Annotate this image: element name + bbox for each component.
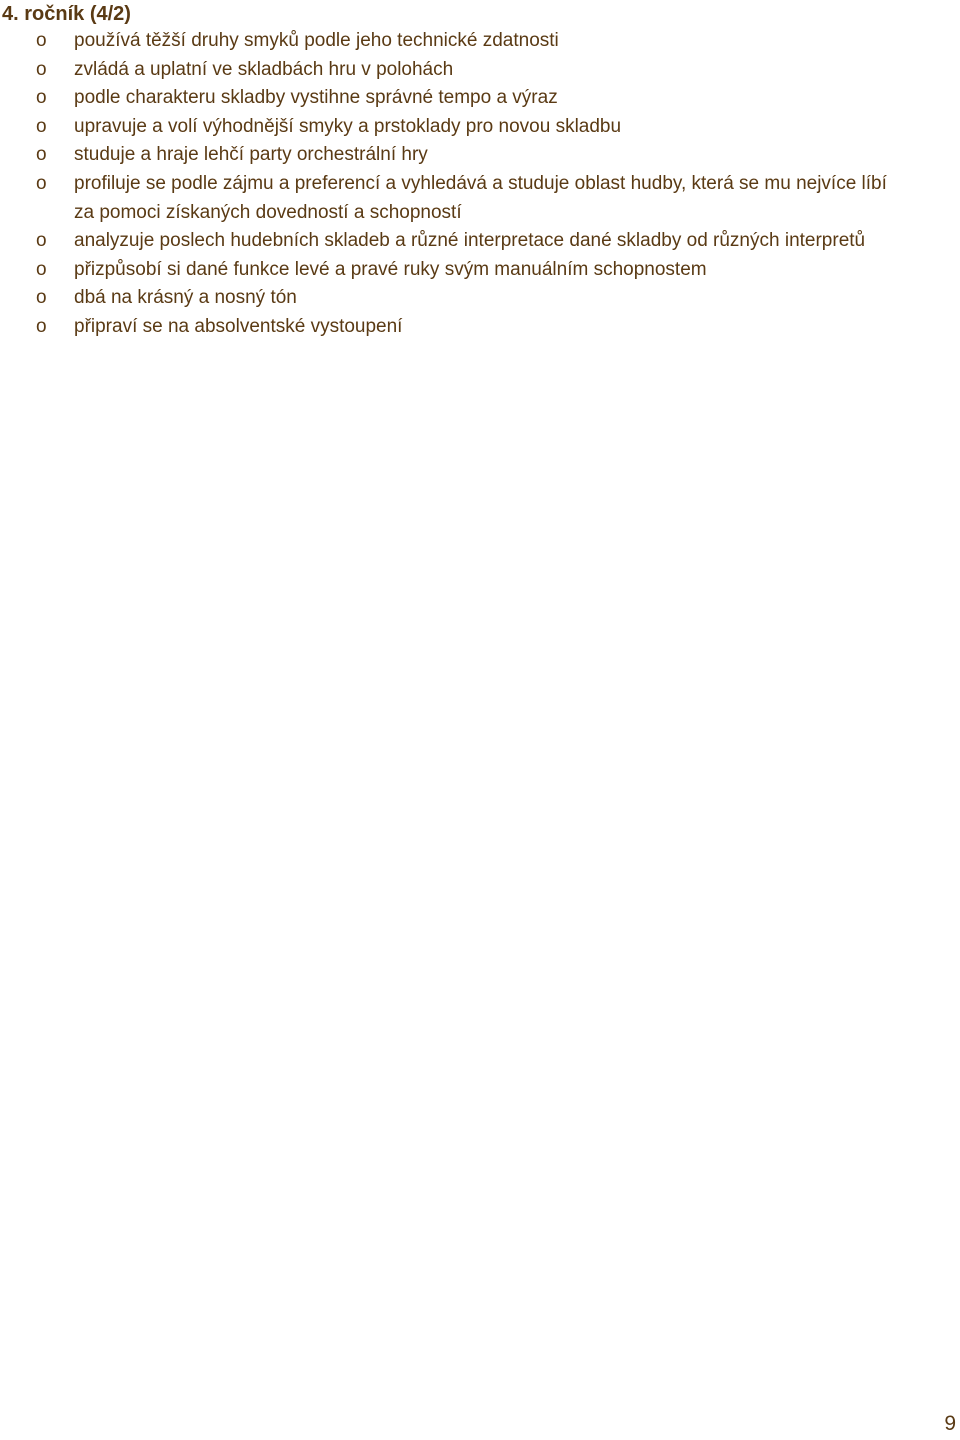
list-item <box>0 256 900 285</box>
list-item-text: zvládá a uplatní ve skladbách hru v polohách <box>74 58 454 80</box>
list-item <box>0 141 900 170</box>
list-bullet: o <box>36 144 47 166</box>
list-bullet: o <box>36 230 47 252</box>
list-item <box>0 170 900 227</box>
list-item-text: dbá na krásný a nosný tón <box>74 287 297 309</box>
list-item <box>0 113 900 142</box>
list-bullet: o <box>36 58 47 80</box>
list-item <box>0 84 900 113</box>
list-bullet: o <box>36 172 47 194</box>
list-item-text: analyzuje poslech hudebních skladeb a různé interpretace dané skladby od různých interpretů <box>74 230 866 252</box>
list-bullet: o <box>36 87 47 109</box>
list-bullet: o <box>36 115 47 137</box>
list-item-text: upravuje a volí výhodnější smyky a prstoklady pro novou skladbu <box>74 115 622 137</box>
list-item-text: přizpůsobí si dané funkce levé a pravé ruky svým manuálním schopnostem <box>74 258 707 280</box>
competency-list <box>0 27 900 342</box>
list-bullet: o <box>36 315 47 337</box>
list-item <box>0 284 900 313</box>
list-item-text: podle charakteru skladby vystihne správné tempo a výraz <box>74 87 558 109</box>
list-item-text: používá těžší druhy smyků podle jeho technické zdatnosti <box>74 30 559 51</box>
list-bullet: o <box>36 287 47 309</box>
list-item <box>0 313 900 342</box>
list-item <box>0 56 900 85</box>
list-bullet: o <box>36 258 47 280</box>
list-item-text: studuje a hraje lehčí party orchestrální hry <box>74 144 428 166</box>
list-item <box>0 227 900 256</box>
page-number: 9 <box>944 1412 956 1435</box>
list-item <box>0 27 900 56</box>
list-item-text: připraví se na absolventské vystoupení <box>74 315 403 337</box>
list-item-text: profiluje se podle zájmu a preferencí a vyhledává a studuje oblast hudby, která se mu nejvíce líbí za pomoci získaných dovedností a schopností <box>74 172 887 223</box>
section-heading: 4. ročník (4/2) <box>2 3 131 25</box>
list-bullet: o <box>36 30 47 51</box>
